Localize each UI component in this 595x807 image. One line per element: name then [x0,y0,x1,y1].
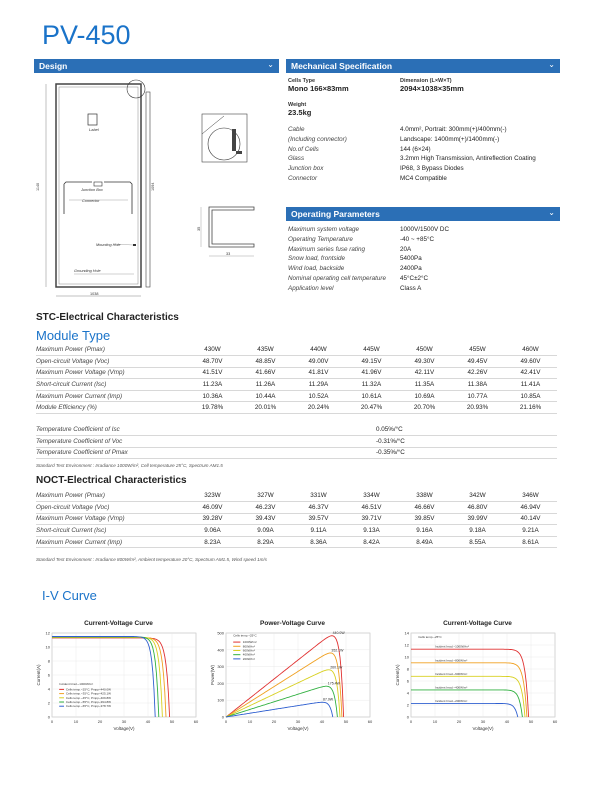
y-tick-label: 300 [217,664,224,670]
design-header-label: Design [39,61,68,71]
mechanical-rows [288,125,560,184]
weight-value: 23.5kg [288,108,312,117]
coefficient-row [36,436,557,448]
table-row [36,379,557,391]
y-tick-label: 2 [47,700,50,706]
operating-param-value: 45°C±2°C [400,274,429,282]
table-cell: 42.41V [504,367,557,379]
table-cell: 11.38A [451,379,504,391]
chevron-down-icon[interactable]: ⌄ [548,208,555,217]
operating-rows [288,225,560,294]
x-axis-label: Voltage(V) [287,726,309,731]
iv-curve-header: I-V Curve [42,588,97,603]
mechanical-spec-row [288,135,560,145]
table-cell: 19.78% [186,402,239,414]
table-cell: -0.31%/°C [376,436,557,448]
table-cell: 48.70V [186,356,239,368]
table-cell: 42.26V [451,367,504,379]
table-cell: 20.01% [239,402,292,414]
connector-text: Connector [82,199,100,203]
table-cell: 20.47% [345,402,398,414]
x-tick-label: 10 [247,719,253,724]
x-tick-label: 40 [504,719,510,724]
y-tick-label: 400 [217,647,224,653]
mechanical-spec [288,78,560,184]
legend-entry: 200W/m² [242,656,255,661]
y-tick-label: 0 [406,714,409,720]
table-cell: 323W [186,490,239,502]
x-tick-label: 40 [145,719,151,724]
operating-param-row [288,254,560,264]
table-cell: 435W [239,344,292,356]
operating-param-row [288,235,560,245]
panel-front-outline [56,84,141,287]
operating-param-key: Snow load, frontside [288,255,346,263]
table-cell: 8.61A [504,536,557,548]
y-axis-label: Current(A) [36,664,41,686]
table-row [36,367,557,379]
legend-entry: 400W/m² [242,652,255,657]
spacer-cell [186,436,376,448]
y-tick-label: 12 [45,630,50,636]
x-tick-label: 0 [224,719,228,724]
coefficient-row [36,424,557,436]
legend-entry: Cells temp.~65°C, Pmpp~378.7W [65,704,111,709]
table-cell: 11.29A [292,379,345,391]
legend-entry: 800W/m² [242,644,255,649]
legend-title: Cells temp.~25°C [233,633,257,638]
table-cell: 11.41A [504,379,557,391]
chart-title: Current-Voltage Curve [443,620,512,627]
mechanical-spec-key: Cable [288,126,305,133]
design-header[interactable] [34,59,279,73]
table-cell: 440W [292,344,345,356]
legend-entry: Cells temp.~35°C, Pmpp~425.1W [65,691,111,696]
table-cell: 331W [292,490,345,502]
x-axis-label: Voltage(V) [472,726,494,731]
chart-title: Power-Voltage Curve [260,620,325,627]
table-cell: 49.00V [292,356,345,368]
chart-pv [210,620,375,742]
operating-param-value: -40 ~ +85°C [400,235,435,243]
table-cell: 21.16% [504,402,557,414]
table-row [36,525,557,537]
row-label: Maximum Power (Pmax) [36,344,186,356]
dim-side-text: 1094 [151,182,155,191]
table-cell: 10.85A [504,390,557,402]
x-tick-label: 40 [319,719,325,724]
mechanical-header-label: Mechanical Specification [291,61,393,71]
table-cell: 8.29A [239,536,292,548]
junction-box-text: Junction Box [81,188,103,192]
operating-param-value: 2400Pa [400,265,422,273]
table-cell: 49.45V [451,356,504,368]
module-type-header: Module Type [36,328,111,343]
operating-param-value: 1000V/1500V DC [400,226,450,233]
coefficient-table [36,424,557,459]
legend-entry: Cells temp.~25°C, Pmpp~440.0W [65,687,111,692]
table-cell: 460W [504,344,557,356]
operating-param-key: Nominal operating cell temperature [288,274,387,282]
table-cell: 8.36A [292,536,345,548]
noct-table [36,490,557,548]
table-cell: 10.52A [292,390,345,402]
table-cell: 10.69A [398,390,451,402]
table-cell: 11.32A [345,379,398,391]
table-row [36,344,557,356]
table-cell: 39.85V [398,513,451,525]
row-label: Maximum Power Current (Imp) [36,390,186,402]
table-row [36,390,557,402]
y-tick-label: 10 [45,644,50,650]
y-tick-label: 4 [47,686,50,692]
table-cell: 46.94V [504,502,557,514]
x-tick-label: 30 [121,719,127,724]
y-tick-label: 200 [217,680,224,686]
table-cell: 39.71V [345,513,398,525]
y-tick-label: 2 [406,702,409,708]
y-tick-label: 500 [217,630,224,636]
table-cell: 450W [398,344,451,356]
row-label: Temperature Coefficient of Voc [36,436,186,448]
spacer-cell [186,424,376,436]
table-cell: 346W [504,490,557,502]
operating-header[interactable] [286,207,560,221]
row-label: Module Efficiency (%) [36,402,186,414]
table-cell: 49.30V [398,356,451,368]
row-label: Maximum Power Voltage (Vmp) [36,367,186,379]
operating-param-key: Operating Temperature [288,235,353,243]
table-cell: 11.23A [186,379,239,391]
chart-title: Current-Voltage Curve [84,620,153,627]
cells-type-value: Mono 166×83mm [288,84,349,93]
row-label: Maximum Power Current (Imp) [36,536,186,548]
series-label: Incident Irrad.~600W/m² [435,671,468,676]
legend-title: Incident Irrad.~1000W/m² [59,681,94,686]
mechanical-spec-row [288,164,560,174]
mechanical-spec-row [288,154,560,164]
table-cell: 9.09A [239,525,292,537]
table-cell: 39.57V [292,513,345,525]
table-cell: 9.21A [504,525,557,537]
x-tick-label: 30 [295,719,301,724]
table-row [36,490,557,502]
row-label: Maximum Power Voltage (Vmp) [36,513,186,525]
row-label: Temperature Coefficient of Pmax [36,447,186,459]
mechanical-header[interactable] [286,59,560,73]
table-cell: 46.66V [398,502,451,514]
table-cell: 42.11V [398,367,451,379]
table-cell: 342W [451,490,504,502]
table-cell: 46.09V [186,502,239,514]
table-cell: 11.35A [398,379,451,391]
table-row [36,536,557,548]
x-tick-label: 50 [528,719,534,724]
y-tick-label: 12 [404,642,409,648]
operating-param-value: Class A [400,284,422,292]
legend-title: Cells temp.~25°C [418,634,442,639]
row-label: Short-circuit Current (Isc) [36,525,186,537]
x-tick-label: 0 [50,719,54,724]
operating-param-key: Maximum series fuse rating [288,245,365,253]
mechanical-spec-value: 3.2mm High Transmission, Antireflection Coating [400,155,536,163]
table-cell: 39.43V [239,513,292,525]
coefficient-row [36,447,557,459]
table-cell: 9.06A [186,525,239,537]
operating-param-row [288,274,560,284]
table-cell: 11.26A [239,379,292,391]
dimension-value: 2094×1038×35mm [400,84,464,93]
y-tick-label: 0 [47,714,50,720]
table-cell: 49.60V [504,356,557,368]
legend-entry: Cells temp.~45°C, Pmpp~409.8W [65,695,111,700]
x-tick-label: 50 [169,719,175,724]
row-label: Temperature Coefficient of Isc [36,424,186,436]
operating-param-row [288,284,560,294]
mechanical-spec-row [288,125,560,135]
chart-pv-svg [210,627,375,737]
design-drawing [34,74,279,304]
y-tick-label: 10 [404,654,409,660]
noct-note: Standard Test Environment : Irradiance 800W/m², Ambient temperature 20°C, Spectrum AM1.5, Wind speed 1m/s [36,557,268,562]
y-tick-label: 0 [221,714,224,720]
table-row [36,502,557,514]
data-label: 440.0W [332,631,345,636]
table-row [36,356,557,368]
mechanical-spec-key: Junction box [288,165,324,173]
mechanical-spec-value: MC4 Compatible [400,174,447,182]
table-cell: 0.05%/°C [376,424,557,436]
table-cell: 8.55A [451,536,504,548]
cells-type-label: Cells Type [288,78,316,84]
frame-cross-section [209,207,254,247]
table-cell: 9.16A [398,525,451,537]
table-cell: 10.36A [186,390,239,402]
table-cell: 20.70% [398,402,451,414]
table-cell: 10.77A [451,390,504,402]
operating-param-key: Application level [288,284,334,292]
mechanical-spec-row [288,174,560,184]
table-cell: 41.51V [186,367,239,379]
table-cell: 338W [398,490,451,502]
data-label: 352.1W [331,648,344,653]
operating-param-row [288,225,560,235]
table-cell: 334W [345,490,398,502]
legend-entry: 600W/m² [242,648,255,653]
table-cell: 46.37V [292,502,345,514]
chart-iv-temp [36,620,201,742]
table-cell: 41.81V [292,367,345,379]
x-tick-label: 30 [480,719,486,724]
table-cell: 327W [239,490,292,502]
table-cell: 41.66V [239,367,292,379]
table-cell: 20.93% [451,402,504,414]
row-label: Open-circuit Voltage (Voc) [36,356,186,368]
table-cell: 9.13A [345,525,398,537]
row-label: Short-circuit Current (Isc) [36,379,186,391]
y-tick-label: 8 [406,666,409,672]
mechanical-spec-row [288,145,560,155]
table-cell: 40.14V [504,513,557,525]
label-text: Label [89,127,99,132]
y-tick-label: 8 [47,658,50,664]
series-label: Incident Irrad.~800W/m² [435,658,468,663]
table-row [36,402,557,414]
operating-param-value: 20A [400,245,412,253]
table-cell: 20.24% [292,402,345,414]
page-title: PV-450 [42,20,131,50]
x-tick-label: 20 [271,719,277,724]
data-label: 260.1W [330,665,343,670]
x-tick-label: 60 [552,719,558,724]
x-tick-label: 10 [432,719,438,724]
y-tick-label: 4 [406,690,409,696]
table-cell: 46.80V [451,502,504,514]
dim-height-text: 1140 [36,182,40,191]
operating-param-value: 5400Pa [400,255,422,263]
table-cell: -0.35%/°C [376,447,557,459]
x-axis-label: Voltage(V) [113,726,135,731]
x-tick-label: 10 [73,719,79,724]
table-cell: 8.23A [186,536,239,548]
table-cell: 9.11A [292,525,345,537]
table-cell: 46.23V [239,502,292,514]
data-label: 175.4W [327,681,340,686]
x-tick-label: 20 [456,719,462,724]
table-cell: 10.44A [239,390,292,402]
mechanical-spec-value: 144 (6×24) [400,145,431,153]
legend-entry: 1000W/m² [242,640,257,645]
y-tick-label: 14 [404,630,409,636]
operating-param-row [288,245,560,255]
mechanical-spec-value: 4.0mm², Portrait: 300mm(+)/400mm(-) [400,126,507,133]
y-axis-label: Current(A) [395,664,400,686]
table-cell: 41.96V [345,367,398,379]
operating-param-row [288,264,560,274]
dim-width-text: 1038 [90,292,99,296]
table-cell: 39.28V [186,513,239,525]
table-cell: 46.51V [345,502,398,514]
chart-iv-temp-svg [36,627,201,737]
table-cell: 8.42A [345,536,398,548]
data-label: 87.9W [323,697,334,702]
table-cell: 39.99V [451,513,504,525]
y-tick-label: 100 [217,697,224,703]
stc-header: STC-Electrical Characteristics [36,312,179,323]
dim-33-text: 33 [226,252,231,256]
dimension-label: Dimension (L×W×T) [400,78,452,84]
mechanical-spec-value: Landscape: 1400mm(+)/1400mm(-) [400,135,500,143]
operating-param-key: Wind load, backside [288,265,345,273]
operating-header-label: Operating Parameters [291,209,380,219]
grounding-hole-text: Grounding Hole [74,269,101,273]
mechanical-spec-value: IP68, 3 Bypass Diodes [400,165,464,173]
y-tick-label: 6 [406,678,409,684]
table-cell: 49.15V [345,356,398,368]
series-label: Incident Irrad.~400W/m² [435,685,468,690]
chevron-down-icon[interactable]: ⌄ [267,60,274,69]
weight-label: Weight [288,102,307,108]
table-cell: 8.49A [398,536,451,548]
row-label: Maximum Power (Pmax) [36,490,186,502]
noct-header: NOCT-Electrical Characteristics [36,475,187,486]
y-axis-label: Power(W) [210,665,215,685]
stc-table [36,344,557,414]
table-cell: 455W [451,344,504,356]
table-cell: 48.85V [239,356,292,368]
table-cell: 10.61A [345,390,398,402]
x-tick-label: 0 [409,719,413,724]
x-tick-label: 60 [367,719,373,724]
mounting-hole-text: Mounting Hole [96,243,121,247]
x-tick-label: 60 [193,719,199,724]
chevron-down-icon[interactable]: ⌄ [548,60,555,69]
series-label: Incident Irrad.~200W/m² [435,698,468,703]
chart-iv-irrad-svg [395,627,560,737]
mechanical-spec-key: Connector [288,174,318,182]
row-label: Open-circuit Voltage (Voc) [36,502,186,514]
legend-entry: Cells temp.~55°C, Pmpp~394.8W [65,700,111,704]
x-tick-label: 20 [97,719,103,724]
dim-35-text: 35 [197,226,201,231]
module-drawing-svg [34,74,279,304]
table-cell: 9.18A [451,525,504,537]
table-cell: 445W [345,344,398,356]
table-row [36,513,557,525]
chart-iv-irrad [395,620,560,742]
stc-note: Standard Test Environment : Irradiance 1000W/m², Cell temperature 25°C, Spectrum AM1.5 [36,463,223,468]
x-tick-label: 50 [343,719,349,724]
operating-param-key: Maximum system voltage [288,226,360,233]
table-cell: 430W [186,344,239,356]
mechanical-spec-key: (Including connector) [288,135,347,143]
spacer-cell [186,447,376,459]
series-label: Incident Irrad.~1000W/m² [435,644,469,649]
mechanical-spec-key: Glass [288,155,305,163]
y-tick-label: 6 [47,672,50,678]
mechanical-spec-key: No.of Cells [288,145,319,153]
